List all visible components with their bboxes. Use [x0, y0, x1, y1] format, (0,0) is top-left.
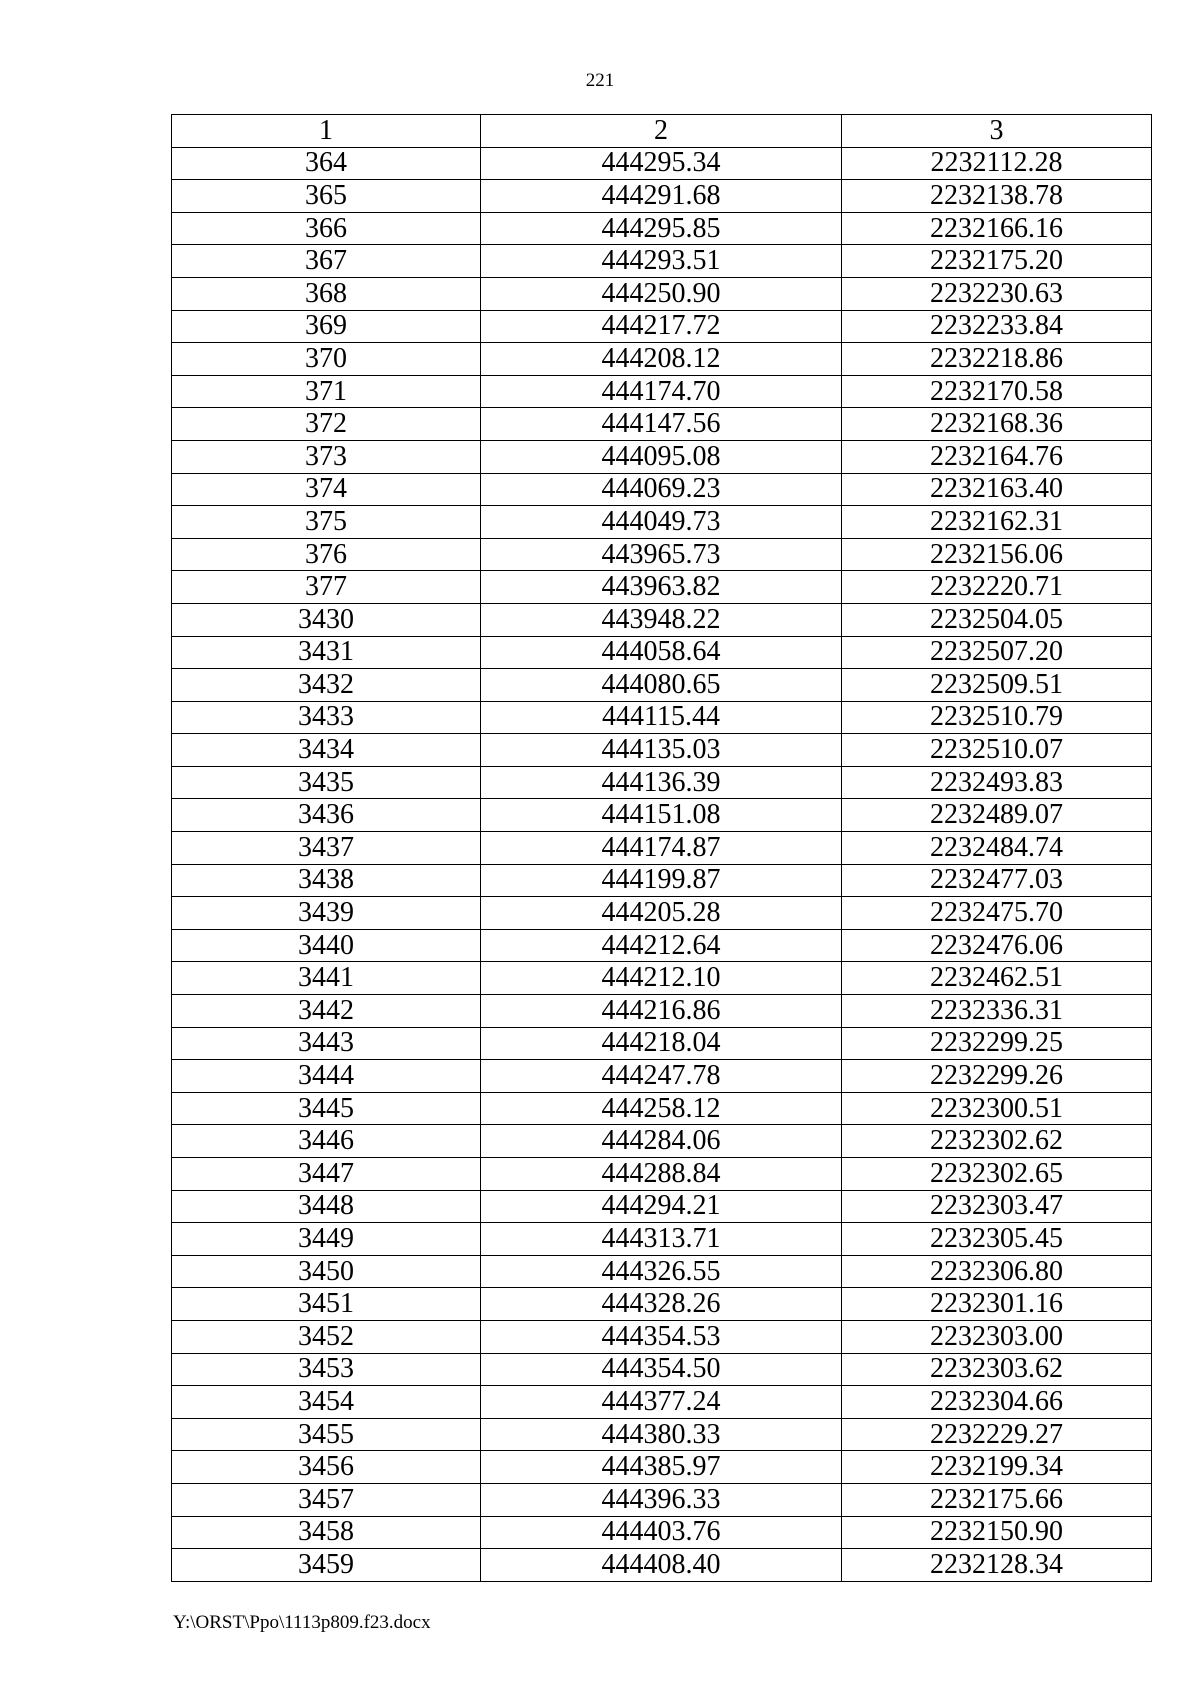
- point-number-cell: 3441: [172, 962, 481, 995]
- x-coordinate-cell: 444212.10: [481, 962, 842, 995]
- y-coordinate-cell: 2232175.66: [842, 1483, 1152, 1516]
- y-coordinate-cell: 2232507.20: [842, 636, 1152, 669]
- table-row: [172, 147, 1152, 180]
- y-coordinate-cell: 2232484.74: [842, 832, 1152, 865]
- table-row: [172, 832, 1152, 865]
- y-coordinate-cell: 2232303.00: [842, 1320, 1152, 1353]
- point-number-cell: 370: [172, 343, 481, 376]
- x-coordinate-cell: 444354.53: [481, 1320, 842, 1353]
- table-row: [172, 636, 1152, 669]
- table-row: [172, 929, 1152, 962]
- point-number-cell: 368: [172, 277, 481, 310]
- table-row: [172, 310, 1152, 343]
- table-row: [172, 506, 1152, 539]
- point-number-cell: 3450: [172, 1255, 481, 1288]
- x-coordinate-cell: 444288.84: [481, 1158, 842, 1191]
- point-number-cell: 3445: [172, 1092, 481, 1125]
- point-number-cell: 3435: [172, 766, 481, 799]
- y-coordinate-cell: 2232299.25: [842, 1027, 1152, 1060]
- x-coordinate-cell: 444049.73: [481, 506, 842, 539]
- point-number-cell: 3457: [172, 1483, 481, 1516]
- x-coordinate-cell: 443963.82: [481, 571, 842, 604]
- point-number-cell: 3430: [172, 603, 481, 636]
- table-row: [172, 1158, 1152, 1191]
- x-coordinate-cell: 444247.78: [481, 1060, 842, 1093]
- point-number-cell: 3452: [172, 1320, 481, 1353]
- point-number-cell: 3433: [172, 701, 481, 734]
- table-row: [172, 1320, 1152, 1353]
- point-number-cell: 3444: [172, 1060, 481, 1093]
- table-header-row: [172, 115, 1152, 148]
- x-coordinate-cell: 444135.03: [481, 734, 842, 767]
- point-number-cell: 369: [172, 310, 481, 343]
- table-row: [172, 1516, 1152, 1549]
- x-coordinate-cell: 444284.06: [481, 1125, 842, 1158]
- point-number-cell: 375: [172, 506, 481, 539]
- y-coordinate-cell: 2232306.80: [842, 1255, 1152, 1288]
- point-number-cell: 3459: [172, 1549, 481, 1582]
- y-coordinate-cell: 2232138.78: [842, 180, 1152, 213]
- x-coordinate-cell: 444136.39: [481, 766, 842, 799]
- x-coordinate-cell: 443965.73: [481, 538, 842, 571]
- point-number-cell: 3447: [172, 1158, 481, 1191]
- point-number-cell: 3432: [172, 669, 481, 702]
- y-coordinate-cell: 2232220.71: [842, 571, 1152, 604]
- x-coordinate-cell: 444151.08: [481, 799, 842, 832]
- point-number-cell: 3449: [172, 1223, 481, 1256]
- y-coordinate-cell: 2232156.06: [842, 538, 1152, 571]
- point-number-cell: 366: [172, 212, 481, 245]
- point-number-cell: 3442: [172, 995, 481, 1028]
- table-row: [172, 1451, 1152, 1484]
- table-row: [172, 277, 1152, 310]
- table-row: [172, 1255, 1152, 1288]
- point-number-cell: 3434: [172, 734, 481, 767]
- table-row: [172, 897, 1152, 930]
- y-coordinate-cell: 2232509.51: [842, 669, 1152, 702]
- y-coordinate-cell: 2232303.47: [842, 1190, 1152, 1223]
- table-row: [172, 440, 1152, 473]
- point-number-cell: 3437: [172, 832, 481, 865]
- y-coordinate-cell: 2232164.76: [842, 440, 1152, 473]
- y-coordinate-cell: 2232305.45: [842, 1223, 1152, 1256]
- table-row: [172, 408, 1152, 441]
- table-row: [172, 734, 1152, 767]
- point-number-cell: 365: [172, 180, 481, 213]
- y-coordinate-cell: 2232302.62: [842, 1125, 1152, 1158]
- point-number-cell: 371: [172, 375, 481, 408]
- x-coordinate-cell: 444295.85: [481, 212, 842, 245]
- column-header-1: 1: [172, 115, 481, 148]
- y-coordinate-cell: 2232162.31: [842, 506, 1152, 539]
- table-row: [172, 571, 1152, 604]
- point-number-cell: 3438: [172, 864, 481, 897]
- x-coordinate-cell: 444258.12: [481, 1092, 842, 1125]
- table-row: [172, 538, 1152, 571]
- x-coordinate-cell: 444217.72: [481, 310, 842, 343]
- coordinates-table: [171, 114, 1152, 1582]
- x-coordinate-cell: 444174.87: [481, 832, 842, 865]
- x-coordinate-cell: 444408.40: [481, 1549, 842, 1582]
- y-coordinate-cell: 2232462.51: [842, 962, 1152, 995]
- table-row: [172, 1125, 1152, 1158]
- x-coordinate-cell: 444295.34: [481, 147, 842, 180]
- x-coordinate-cell: 444293.51: [481, 245, 842, 278]
- y-coordinate-cell: 2232477.03: [842, 864, 1152, 897]
- x-coordinate-cell: 444205.28: [481, 897, 842, 930]
- point-number-cell: 3453: [172, 1353, 481, 1386]
- point-number-cell: 3448: [172, 1190, 481, 1223]
- point-number-cell: 373: [172, 440, 481, 473]
- x-coordinate-cell: 444058.64: [481, 636, 842, 669]
- x-coordinate-cell: 444208.12: [481, 343, 842, 376]
- y-coordinate-cell: 2232128.34: [842, 1549, 1152, 1582]
- y-coordinate-cell: 2232299.26: [842, 1060, 1152, 1093]
- y-coordinate-cell: 2232218.86: [842, 343, 1152, 376]
- table-row: [172, 995, 1152, 1028]
- x-coordinate-cell: 444147.56: [481, 408, 842, 441]
- point-number-cell: 3440: [172, 929, 481, 962]
- table-row: [172, 1549, 1152, 1582]
- page-number: 221: [585, 70, 615, 91]
- point-number-cell: 3455: [172, 1418, 481, 1451]
- y-coordinate-cell: 2232302.65: [842, 1158, 1152, 1191]
- table-row: [172, 1353, 1152, 1386]
- table-row: [172, 1386, 1152, 1419]
- table-row: [172, 1092, 1152, 1125]
- table-row: [172, 701, 1152, 734]
- y-coordinate-cell: 2232475.70: [842, 897, 1152, 930]
- y-coordinate-cell: 2232168.36: [842, 408, 1152, 441]
- point-number-cell: 3439: [172, 897, 481, 930]
- y-coordinate-cell: 2232230.63: [842, 277, 1152, 310]
- point-number-cell: 367: [172, 245, 481, 278]
- x-coordinate-cell: 444216.86: [481, 995, 842, 1028]
- table-row: [172, 766, 1152, 799]
- x-coordinate-cell: 444328.26: [481, 1288, 842, 1321]
- x-coordinate-cell: 444069.23: [481, 473, 842, 506]
- y-coordinate-cell: 2232504.05: [842, 603, 1152, 636]
- table-row: [172, 245, 1152, 278]
- y-coordinate-cell: 2232303.62: [842, 1353, 1152, 1386]
- x-coordinate-cell: 444377.24: [481, 1386, 842, 1419]
- y-coordinate-cell: 2232489.07: [842, 799, 1152, 832]
- y-coordinate-cell: 2232170.58: [842, 375, 1152, 408]
- point-number-cell: 3436: [172, 799, 481, 832]
- point-number-cell: 374: [172, 473, 481, 506]
- x-coordinate-cell: 444354.50: [481, 1353, 842, 1386]
- x-coordinate-cell: 444380.33: [481, 1418, 842, 1451]
- x-coordinate-cell: 444250.90: [481, 277, 842, 310]
- x-coordinate-cell: 444080.65: [481, 669, 842, 702]
- x-coordinate-cell: 444403.76: [481, 1516, 842, 1549]
- table-row: [172, 864, 1152, 897]
- x-coordinate-cell: 444199.87: [481, 864, 842, 897]
- y-coordinate-cell: 2232304.66: [842, 1386, 1152, 1419]
- table-row: [172, 1027, 1152, 1060]
- x-coordinate-cell: 444385.97: [481, 1451, 842, 1484]
- table-row: [172, 473, 1152, 506]
- y-coordinate-cell: 2232112.28: [842, 147, 1152, 180]
- table-row: [172, 212, 1152, 245]
- y-coordinate-cell: 2232300.51: [842, 1092, 1152, 1125]
- y-coordinate-cell: 2232199.34: [842, 1451, 1152, 1484]
- x-coordinate-cell: 444396.33: [481, 1483, 842, 1516]
- table-row: [172, 1190, 1152, 1223]
- table-row: [172, 1288, 1152, 1321]
- table-row: [172, 1483, 1152, 1516]
- point-number-cell: 376: [172, 538, 481, 571]
- y-coordinate-cell: 2232166.16: [842, 212, 1152, 245]
- table-row: [172, 962, 1152, 995]
- table-row: [172, 799, 1152, 832]
- column-header-2: 2: [481, 115, 842, 148]
- point-number-cell: 377: [172, 571, 481, 604]
- table-row: [172, 1223, 1152, 1256]
- table-row: [172, 1418, 1152, 1451]
- table-body: [172, 115, 1152, 1582]
- table-row: [172, 343, 1152, 376]
- y-coordinate-cell: 2232175.20: [842, 245, 1152, 278]
- y-coordinate-cell: 2232336.31: [842, 995, 1152, 1028]
- table-row: [172, 603, 1152, 636]
- y-coordinate-cell: 2232493.83: [842, 766, 1152, 799]
- table-row: [172, 180, 1152, 213]
- x-coordinate-cell: 444174.70: [481, 375, 842, 408]
- point-number-cell: 3431: [172, 636, 481, 669]
- y-coordinate-cell: 2232163.40: [842, 473, 1152, 506]
- point-number-cell: 364: [172, 147, 481, 180]
- point-number-cell: 3446: [172, 1125, 481, 1158]
- y-coordinate-cell: 2232150.90: [842, 1516, 1152, 1549]
- x-coordinate-cell: 444115.44: [481, 701, 842, 734]
- point-number-cell: 3443: [172, 1027, 481, 1060]
- table-row: [172, 669, 1152, 702]
- y-coordinate-cell: 2232510.79: [842, 701, 1152, 734]
- y-coordinate-cell: 2232301.16: [842, 1288, 1152, 1321]
- x-coordinate-cell: 443948.22: [481, 603, 842, 636]
- y-coordinate-cell: 2232510.07: [842, 734, 1152, 767]
- x-coordinate-cell: 444218.04: [481, 1027, 842, 1060]
- point-number-cell: 372: [172, 408, 481, 441]
- y-coordinate-cell: 2232233.84: [842, 310, 1152, 343]
- x-coordinate-cell: 444095.08: [481, 440, 842, 473]
- footer-file-path: Y:\ORST\Ppo\1113p809.f23.docx: [173, 1612, 431, 1633]
- point-number-cell: 3458: [172, 1516, 481, 1549]
- x-coordinate-cell: 444212.64: [481, 929, 842, 962]
- x-coordinate-cell: 444291.68: [481, 180, 842, 213]
- column-header-3: 3: [842, 115, 1152, 148]
- y-coordinate-cell: 2232476.06: [842, 929, 1152, 962]
- point-number-cell: 3456: [172, 1451, 481, 1484]
- point-number-cell: 3451: [172, 1288, 481, 1321]
- x-coordinate-cell: 444313.71: [481, 1223, 842, 1256]
- x-coordinate-cell: 444294.21: [481, 1190, 842, 1223]
- y-coordinate-cell: 2232229.27: [842, 1418, 1152, 1451]
- point-number-cell: 3454: [172, 1386, 481, 1419]
- table-row: [172, 375, 1152, 408]
- x-coordinate-cell: 444326.55: [481, 1255, 842, 1288]
- table-row: [172, 1060, 1152, 1093]
